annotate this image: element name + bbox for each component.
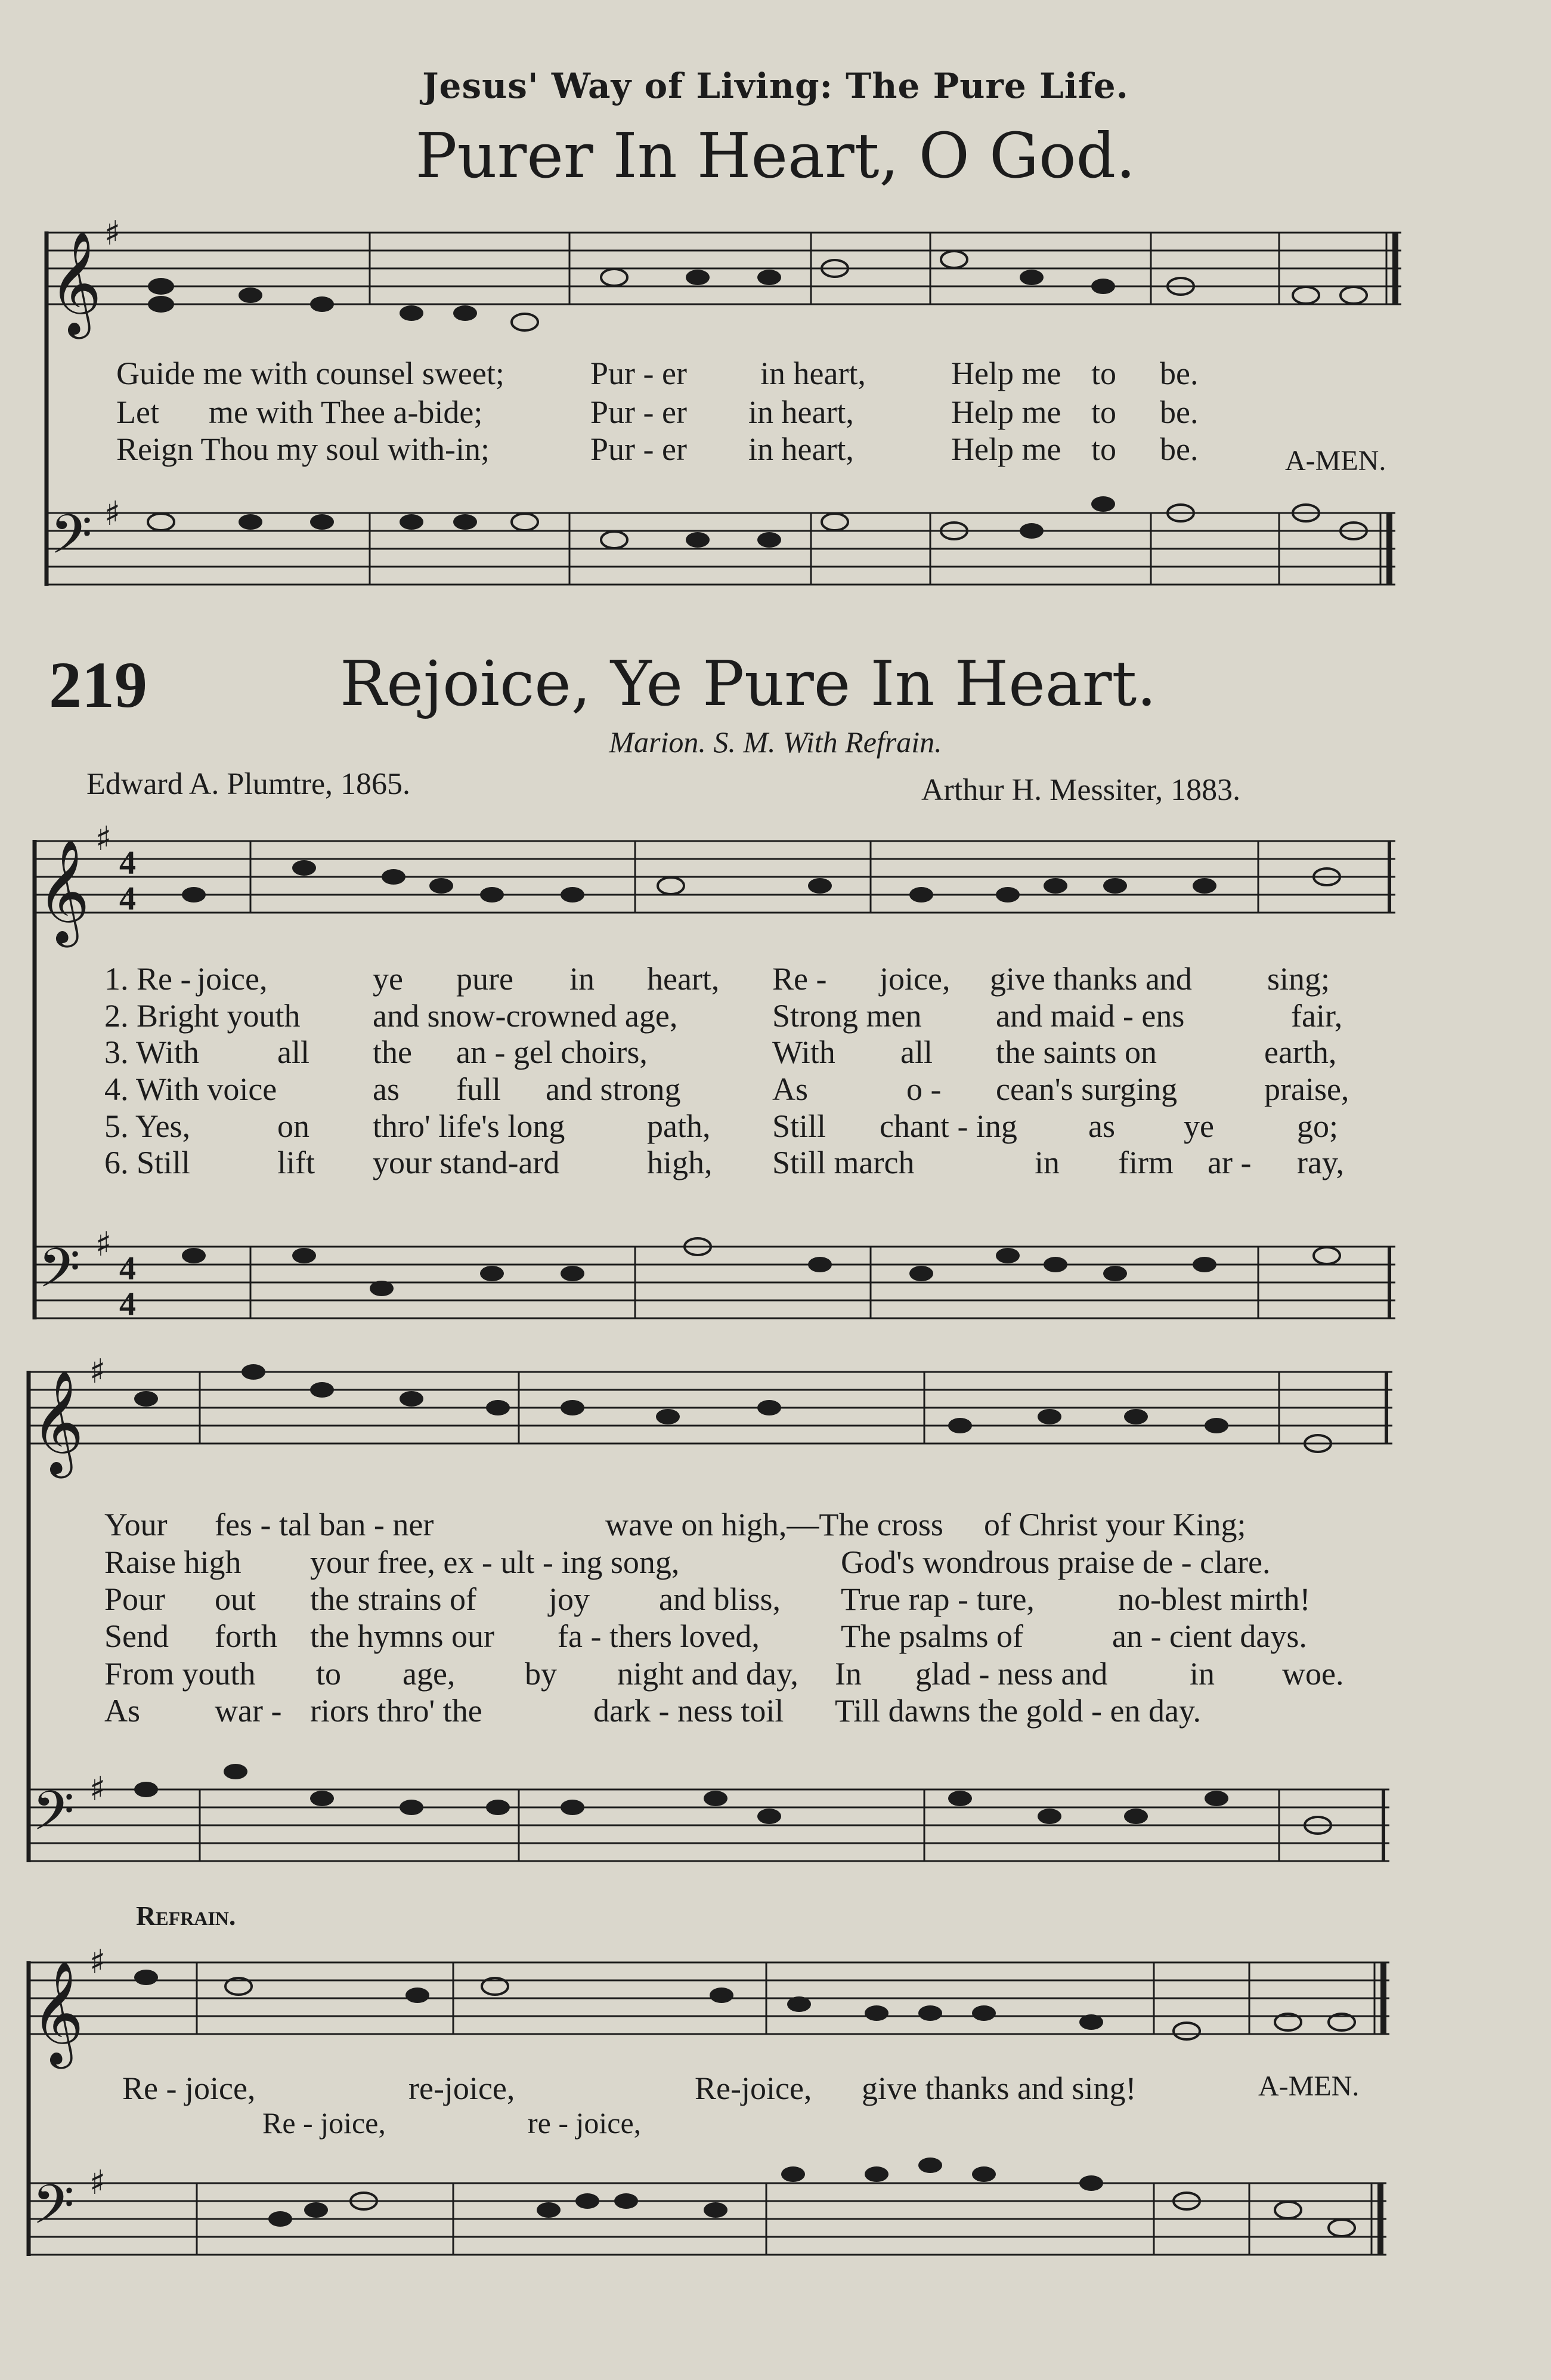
verse-6-line-2: As war - riors thro' the dark - ness toil Till dawns the gold - en day. <box>104 1693 1201 1729</box>
final-bars <box>1372 233 1395 2255</box>
verse-3-line-1: 3. With all the an - gel choirs, With all the saints on earth, <box>104 1034 1337 1070</box>
tune-name: Marion. S. M. With Refrain. <box>609 725 942 759</box>
verse-4-line-1: 4. With voice as full and strong As o - cean's surging praise, <box>104 1071 1349 1107</box>
bass-clef-icon: 𝄢 <box>32 2173 75 2249</box>
refrain-treble-lyrics: Re - joice, re-joice, Re-joice, give thanks and sing! A-MEN. <box>122 2070 1360 2106</box>
svg-text:4: 4 <box>119 1286 136 1323</box>
hymn-title: Rejoice, Ye Pure In Heart. <box>340 647 1157 720</box>
prev-verse-1: Guide me with counsel sweet; Pur - er in heart, Help me to be. <box>116 356 1199 391</box>
svg-text:♯: ♯ <box>104 214 121 253</box>
verse-5-line-2: From youth to age, by night and day, In glad - ness and in woe. <box>104 1656 1344 1692</box>
svg-text:4: 4 <box>119 1250 136 1287</box>
composer-credit: Arthur H. Messiter, 1883. <box>921 773 1241 807</box>
svg-text:♯: ♯ <box>89 1943 106 1982</box>
svg-text:4: 4 <box>119 845 136 882</box>
svg-text:♯: ♯ <box>95 1225 112 1264</box>
bar-lines <box>197 233 1279 2255</box>
verse-1-line-1: 1. Re - joice, ye pure in heart, Re - joice, give thanks and sing; <box>104 961 1330 997</box>
staff-lines <box>30 233 1401 2255</box>
bass-clef-icon: 𝄢 <box>50 503 92 579</box>
svg-text:♯: ♯ <box>104 494 121 533</box>
refrain-label: Refrain. <box>136 1900 236 1931</box>
prev-hymn-title: Purer In Heart, O God. <box>415 119 1136 192</box>
treble-clef-icon: 𝄞 <box>31 1370 84 1474</box>
prev-amen: A-MEN. <box>1285 445 1386 477</box>
prev-verse-2: Let me with Thee a-bide; Pur - er in heart, Help me to be. <box>116 394 1199 430</box>
staff-219-row2-treble <box>30 1372 1392 1444</box>
bass-clef-icon: 𝄢 <box>38 1237 81 1313</box>
verse-5-line-1: 5. Yes, on thro' life's long path, Still chant - ing as ye go; <box>104 1108 1339 1144</box>
svg-text:♯: ♯ <box>89 1770 106 1809</box>
verse-3-line-2: Pour out the strains of joy and bliss, True rap - ture, no-blest mirth! <box>104 1581 1311 1617</box>
verse-4-line-2: Send forth the hymns our fa - thers loved, The psalms of an - cient days. <box>104 1618 1307 1654</box>
verse-1-line-2: Your fes - tal ban - ner wave on high,—The cross of Christ your King; <box>104 1507 1246 1543</box>
staff-219-row1-treble <box>36 841 1395 913</box>
bass-clef-icon: 𝄢 <box>32 1779 75 1856</box>
svg-text:♯: ♯ <box>89 2163 106 2202</box>
treble-clef-icon: 𝄞 <box>37 839 90 943</box>
staff-219-row1-bass <box>36 1247 1395 1318</box>
treble-clef-icon: 𝄞 <box>49 231 102 335</box>
verse-6-line-1: 6. Still lift your stand-ard high, Still march in firm ar - ray, <box>104 1145 1344 1180</box>
svg-text:♯: ♯ <box>89 1352 106 1391</box>
section-header: Jesus' Way of Living: The Pure Life. <box>422 66 1129 106</box>
svg-text:4: 4 <box>119 880 136 917</box>
refrain-bass-lyrics: Re - joice, re - joice, <box>262 2106 642 2140</box>
prev-verse-3: Reign Thou my soul with-in; Pur - er in heart, Help me to be. <box>116 431 1199 467</box>
author-credit: Edward A. Plumtre, 1865. <box>86 767 411 801</box>
hymn-number: 219 <box>49 648 147 721</box>
verse-2-line-2: Raise high your free, ex - ult - ing song, God's wondrous praise de - clare. <box>104 1544 1271 1580</box>
treble-clef-icon: 𝄞 <box>31 1961 84 2064</box>
verse-2-line-1: 2. Bright youth and snow-crowned age, Strong men and maid - ens fair, <box>104 998 1343 1034</box>
svg-text:♯: ♯ <box>95 820 112 858</box>
